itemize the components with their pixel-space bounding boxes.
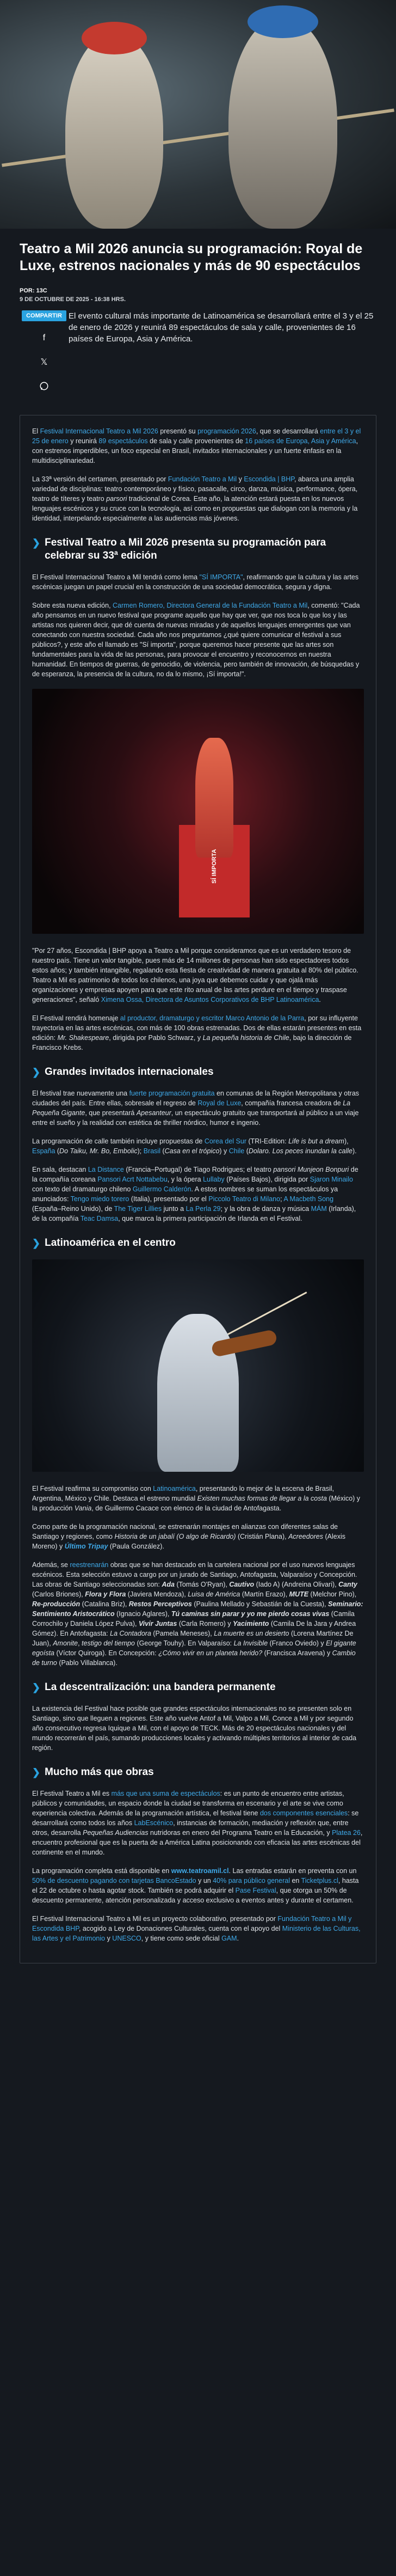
text: (Ignacio Aglares), (114, 1610, 171, 1618)
text: (Paulina Mellado y Sebastián de la Cuesta), (191, 1600, 328, 1608)
text: (Catalina Briz), (80, 1600, 129, 1608)
highlight: UNESCO (112, 1935, 141, 1942)
highlight: Royal de Luxe (197, 1099, 242, 1107)
text: Cautivo (229, 1581, 255, 1588)
text: El gigante egoísta (32, 1639, 356, 1657)
text: , presentando lo mejor de la escena de Brasil, Argentina, México y Chile. Destaca el estreno mundial (32, 1485, 335, 1502)
text: Existen muchas formas de llegar a la costa (197, 1495, 327, 1502)
article-meta (20, 286, 376, 304)
text: , y la ópera (167, 1176, 203, 1183)
podium-sign: SÍ IMPORTA (211, 849, 218, 884)
section-title: Grandes invitados internacionales (45, 1066, 214, 1078)
paragraph-6 (32, 1013, 364, 1053)
text: (George Touhy). En Valparaíso: (135, 1639, 234, 1647)
text: Sobre esta nueva edición, (32, 602, 113, 609)
text: , que otorga un 50% de descuento permanente, atención personalizada y acceso exclusivo a eventos antes y durante el certamen. (32, 1887, 354, 1904)
text: El Festival rendirá homenaje (32, 1014, 120, 1022)
chevron-right-icon: ❯ (32, 1067, 41, 1078)
highlight: programación 2026 (197, 427, 256, 435)
text: . (237, 1935, 239, 1942)
highlight: Pansori Acrt Nottabebu (97, 1176, 168, 1183)
text: "Por 27 años, Escondida | BHP apoya a Teatro a Mil porque consideramos que es un verdadero tesoro de nuestro país. Tiene un valor tangible, pues más de 14 millones de personas han sido espectadores todos estos años; y también intangible, regalando esta fiesta de creatividad de manera gratuita al 80% del público. Teatro a Mil es patrimonio de todos los chilenos, una joya que debemos cuidar y que ojalá más organizaciones y empresas apoyen para que este rito anual de las artes perdure en el tiempo y traspase generaciones", señaló (32, 947, 358, 1004)
article-date: 9 DE OCTUBRE DE 2025 - 16:38 HRS. (20, 296, 126, 303)
paragraph-10 (32, 1484, 364, 1513)
text: El Festival Teatro a Mil es (32, 1790, 112, 1797)
text: Además, se (32, 1561, 70, 1569)
highlight: GAM (221, 1935, 237, 1942)
violinist-photo (32, 1259, 364, 1472)
text: , dirigida por Pablo Schwarz, y (109, 1034, 203, 1042)
text: (Alexis Moreno) y (32, 1533, 345, 1550)
highlight: Corea del Sur (204, 1137, 246, 1145)
text: presentó su (158, 427, 198, 435)
text: El Festival Internacional Teatro a Mil es un proyecto colaborativo, presentado por (32, 1915, 278, 1923)
paragraph-15 (32, 1866, 364, 1905)
paragraph-14 (32, 1789, 364, 1857)
highlight: España (32, 1147, 55, 1155)
text: , (78, 1639, 82, 1647)
text: Canty (338, 1581, 357, 1588)
text: El festival trae nuevamente una (32, 1090, 129, 1097)
text: ). (352, 1147, 357, 1155)
text: (TRI-Edition: (246, 1137, 289, 1145)
hero-image (0, 0, 396, 229)
text: . Las entradas estarán en preventa con un (228, 1867, 357, 1875)
text: , compañía francesa creadora de (241, 1099, 343, 1107)
highlight: 16 países de Europa, Asia y América (245, 437, 356, 445)
highlight: más que una suma de espectáculos (111, 1790, 220, 1797)
fundacion-link[interactable]: Fundación Teatro a Mil (168, 475, 237, 483)
text: nutridoras en enero del Programa Teatro en la Educación, y (148, 1829, 332, 1837)
text: (Javiera Mendoza), (126, 1590, 188, 1598)
text: El (32, 427, 40, 435)
facebook-icon[interactable]: f (42, 333, 46, 342)
text: Pequeñas Audiencias (83, 1829, 148, 1837)
text: y (237, 475, 244, 483)
paragraph-11 (32, 1522, 364, 1551)
conference-photo (32, 689, 364, 934)
text: Yacimiento (233, 1620, 269, 1627)
text: ( (55, 1147, 60, 1155)
highlight: Ximena Ossa, Directora de Asuntos Corporativos de BHP Latinoamérica (101, 996, 319, 1004)
highlight: "SÍ IMPORTA" (199, 573, 243, 581)
section-heading-3 (32, 1237, 364, 1250)
text: ), (344, 1137, 349, 1145)
text: , encuentro profesional que es la puerta de a América Latina posicionando con eficacia las artes escénicas del continente en el mundo. (32, 1829, 363, 1856)
website-link[interactable]: www.teatroamil.cl (171, 1867, 229, 1875)
section-title: Festival Teatro a Mil 2026 presenta su programación para celebrar su 33ª edición (45, 537, 326, 561)
text: Cambio de turno (32, 1649, 356, 1667)
paragraph-13 (32, 1704, 364, 1753)
text: ; y la obra de danza y música (220, 1205, 311, 1213)
text: con texto del dramaturgo chileno (32, 1185, 133, 1193)
text: ( (160, 1147, 165, 1155)
text: Do Taiku, Mr. Bo, Embolic (59, 1147, 138, 1155)
text: ( (244, 1147, 249, 1155)
text: La programación de calle también incluye propuestas de (32, 1137, 205, 1145)
text: (Francia–Portugal) de Tiago Rodrigues; el teatro (123, 1166, 274, 1173)
text: Restos Perceptivos (128, 1600, 192, 1608)
text: Apesanteur (136, 1109, 171, 1117)
text: , que presentará (85, 1109, 137, 1117)
text: (Melchor Pino), (308, 1590, 357, 1598)
text: ) y (219, 1147, 229, 1155)
article-lead: El evento cultural más importante de Latinoamérica se desarrollará entre el 3 y el 25 de enero de 2026 y reunirá 89 espectáculos de sala y calle, provenientes de 16 países de Europa, Asia y América. (69, 311, 374, 344)
text: , que se desarrollará (256, 427, 320, 435)
highlight: Brasil (143, 1147, 160, 1155)
text: El Festival reafirma su compromiso con (32, 1485, 153, 1492)
highlight: The Tiger Lillies (114, 1205, 162, 1213)
text: , con estrenos imperdibles, un foco especial en Brasil, invitados internacionales y un fuerte énfasis en la multidisciplinariedad. (32, 437, 358, 464)
text: Amonite (53, 1639, 78, 1647)
text: Ada (162, 1581, 175, 1588)
highlight: Fundación Teatro a Mil y Escondida BHP (32, 1915, 352, 1932)
text: Munjeon Bonpuri (297, 1166, 349, 1173)
article-body (20, 415, 376, 1963)
highlight: Piccolo Teatro di Milano (208, 1195, 281, 1203)
highlight: Tengo miedo torero (70, 1195, 129, 1203)
highlight: Chile (228, 1147, 245, 1155)
share-column (20, 310, 69, 393)
text: (Tomás O'Ryan), (174, 1581, 230, 1588)
text: (Martín Erazo), (240, 1590, 289, 1598)
text: (Carlos Briones), (32, 1590, 85, 1598)
text: , acogido a Ley de Donaciones Culturales, cuenta con el apoyo del (78, 1925, 282, 1932)
highlight: entre el 3 y el 25 de enero (32, 427, 361, 445)
text: (Pablo Villablanca). (57, 1659, 117, 1667)
text: La Pequeña Gigante (32, 1099, 351, 1117)
text: (Franco Oviedo) y (268, 1639, 326, 1647)
highlight: Ministerio de las Culturas, las Artes y el Patrimonio (32, 1925, 361, 1942)
paragraph-3 (32, 572, 364, 592)
paragraph-12 (32, 1560, 364, 1668)
section-heading-4 (32, 1681, 364, 1694)
text: de la compañía coreana (32, 1166, 358, 1183)
text: (Lorena Martínez De Juan), (32, 1630, 354, 1647)
text: Dolaro. Los peces inundan la calle (248, 1147, 353, 1155)
article-author: POR: 13C (20, 287, 47, 294)
whatsapp-icon[interactable] (37, 379, 51, 393)
text: Seminario: Sentimiento Aristocrático (32, 1600, 363, 1618)
text: Casa en el trópico (164, 1147, 220, 1155)
chevron-right-icon: ❯ (32, 1238, 41, 1249)
text: en comunas de la Región Metropolitana y otras ciudades del país. Entre ellas, sobresale el regreso de (32, 1090, 360, 1107)
highlight: al productor, dramaturgo y escritor Marco Antonio de la Parra (120, 1014, 305, 1022)
text: ); (137, 1147, 144, 1155)
text: ¿Cómo vivir en un planeta herido? (158, 1649, 263, 1657)
paragraph-8 (32, 1136, 364, 1156)
text: , que marca la primera participación de Irlanda en el Festival. (118, 1215, 302, 1222)
highlight: La Distance (88, 1166, 124, 1173)
text: MUTE (289, 1590, 309, 1598)
text: Vania (74, 1504, 92, 1512)
text: : se desarrollará como todos los años (32, 1809, 359, 1827)
text: , por su influyente trayectoria en las artes escénicas, con más de 100 obras estrenadas. Dos de ellas estarán presentes en esta edición: (32, 1014, 362, 1042)
highlight: Pase Festival (235, 1887, 276, 1894)
text: (Camila Corrochilo y Daniela López Pulva), (32, 1610, 355, 1627)
ticketplus-link[interactable]: Ticketplus.cl (301, 1877, 338, 1884)
highlight: reestrenarán (70, 1561, 109, 1569)
highlight: Sjaron Minailo (310, 1176, 353, 1183)
chevron-right-icon: ❯ (32, 537, 41, 548)
chevron-right-icon: ❯ (32, 1682, 41, 1693)
highlight: MÁM (311, 1205, 327, 1213)
text: , y tiene como sede oficial (141, 1935, 222, 1942)
highlight: dos componentes esenciales (259, 1809, 348, 1817)
text: Luisa de América (188, 1590, 240, 1598)
text: Life is but a dream (288, 1137, 344, 1145)
text: junto a (162, 1205, 186, 1213)
text: Flora y Flora (85, 1590, 126, 1598)
text: (México) y la producción (32, 1495, 361, 1512)
text: testigo del tiempo (82, 1639, 135, 1647)
text: La 33ª versión del certamen, presentado por (32, 475, 168, 483)
highlight: Lullaby (203, 1176, 225, 1183)
text: Re-producción (32, 1600, 81, 1608)
highlight: fuerte programación gratuita (129, 1090, 215, 1097)
highlight: 89 espectáculos (98, 437, 148, 445)
text: Tú caminas sin parar y yo me pierdo cosas vivas (171, 1610, 330, 1618)
highlight: La Perla 29 (185, 1205, 221, 1213)
text: y reunirá (68, 437, 99, 445)
text: Historia de un jabalí (O algo de Ricardo) (114, 1533, 236, 1540)
x-icon[interactable]: 𝕏 (40, 358, 48, 367)
text: ; (280, 1195, 284, 1203)
text: La Invisible (233, 1639, 268, 1647)
text: y un (196, 1877, 213, 1884)
text: , abarca una amplia variedad de disciplinas: teatro contemporáneo y físico, pasacalle, circo, danza, música, performance, ópera, teatro de títeres y teatro (32, 475, 358, 503)
text: . (319, 996, 321, 1004)
photo-violinist (157, 1314, 239, 1472)
share-button[interactable]: COMPARTIR (22, 310, 66, 321)
section-heading-2 (32, 1066, 364, 1079)
paragraph-16 (32, 1914, 364, 1943)
hero-hat-left (82, 22, 147, 54)
text: , comentó: "Cada año pensamos en un nuevo festival que programe aquello que hay que ver, que nos toca lo que los y las artistas nos quieren decir, que dé cuenta de nuevas miradas y de aquellos lenguajes emergentes que van conectando con nuestra sociedad. Cada año nos preguntamos ¿qué quiere comunicar el festival a sus públicos?, y este año el llamado es "Sí importa", porque queremos hacer presente que las artes son fundamentales para la vida de las personas, para provocar el encuentro y reconocernos en nuestra humanidad. En tiempos de guerras, de genocidio, de violencia, pero también de innovación, de búsquedas y de esperanza, la presencia de la cultura, no da lo mismo, ¡Sí importa!". (32, 602, 360, 678)
paragraph-2 (32, 474, 364, 523)
text: , de Guillermo Cacace con elenco de la ciudad de Antofagasta. (91, 1504, 282, 1512)
article-title: Teatro a Mil 2026 anuncia su programación: Royal de Luxe, estrenos nacionales y más de 90 espectáculos (20, 241, 363, 273)
highlight: Guillermo Calderón (132, 1185, 191, 1193)
text: Como parte de la programación nacional, se estrenarán montajes en alianzas con diferentes salas de Santiago y regiones, como (32, 1523, 338, 1540)
text: Vivir Juntas (138, 1620, 177, 1627)
text: : es un punto de encuentro entre artistas, públicos y comunidades, un espacio donde la ciudad se transforma en escenario y el arte se vive como experiencia colectiva. Además de la programación artística, el festival tiene (32, 1790, 344, 1817)
text: (Iado A) (Andreina Olivari), (254, 1581, 339, 1588)
highlight: Latinoamérica (153, 1485, 196, 1492)
text: La Contadora (110, 1630, 151, 1637)
highlight: Último Tripay (64, 1543, 108, 1550)
text: (Cristián Plana), (236, 1533, 289, 1540)
text: , bajo la dirección de Francisco Krebs. (32, 1034, 352, 1051)
text: tradicional de Corea. Este año, la atención estará puesta en los nuevos lenguajes escénicos y su cruce con la tecnología, así como en propuestas que dialogan con la memoria y la identidad, interpelando especialmente a las audiencias más jóvenes. (32, 495, 358, 522)
paragraph-4 (32, 601, 364, 679)
text: , instancias de formación, mediación y reflexión que, entre otros, desarrolla (32, 1819, 349, 1837)
text: y (105, 1935, 113, 1942)
hero-hat-right (247, 5, 318, 38)
article-content (0, 241, 396, 1963)
paragraph-5 (32, 946, 364, 1005)
text: parsori (106, 495, 127, 503)
text: El Festival Internacional Teatro a Mil tendrá como lema (32, 573, 200, 581)
text: La pequeña historia de Chile (202, 1034, 289, 1042)
highlight: Teac Damsa (80, 1215, 119, 1222)
text: . A estos nombres se suman los espectáculos ya anunciados: (32, 1185, 338, 1203)
text: (Carla Romero) y (177, 1620, 233, 1627)
highlight: A Macbeth Song (283, 1195, 334, 1203)
section-title: La descentralización: una bandera permanente (45, 1681, 276, 1693)
hero-figure-right (228, 16, 337, 229)
festival-link[interactable]: Festival Internacional Teatro a Mil 2026 (40, 427, 158, 435)
text: de sala y calle provenientes de (147, 437, 245, 445)
section-heading-1 (32, 536, 364, 562)
paragraph-1 (32, 426, 364, 466)
chevron-right-icon: ❯ (32, 1767, 41, 1778)
text: (Irlanda), de la compañía (32, 1205, 356, 1222)
text: (Pamela Meneses), (151, 1630, 214, 1637)
text: En sala, destacan (32, 1166, 88, 1173)
section-heading-5 (32, 1766, 364, 1779)
text: (Paula González). (108, 1543, 164, 1550)
text: Mr. Shakespeare (57, 1034, 109, 1042)
share-lead-row (20, 310, 376, 393)
hero-figure-left (65, 33, 163, 229)
paragraph-7 (32, 1088, 364, 1128)
paragraph-9 (32, 1165, 364, 1223)
text: Acreedores (288, 1533, 324, 1540)
text: (Países Bajos), dirigida por (224, 1176, 310, 1183)
text: (Víctor Quiroga). En Concepción: (54, 1649, 159, 1657)
text: (España–Reino Unido), de (32, 1205, 114, 1213)
text: pansori (273, 1166, 296, 1173)
text: (Francisca Aravena) y (262, 1649, 332, 1657)
text: en (289, 1877, 301, 1884)
text: La programación completa está disponible en (32, 1867, 171, 1875)
escondida-link[interactable]: Escondida | BHP (244, 475, 295, 483)
text: , hasta el 22 de octubre o hasta agotar stock. También se podrá adquirir el (32, 1877, 359, 1894)
text: (Camila De la Jara y Andrea Gómez). En Antofagasta: (32, 1620, 356, 1637)
text: obras que se han destacado en la cartelera nacional por el uso nuevos lenguajes escénicos. Esta selección estuvo a cargo por un jurado de Santiago, Antofagasta, Valparaíso y Concepción. Las obras de Santiago seleccionadas son: (32, 1561, 357, 1588)
highlight: Platea 26 (332, 1829, 361, 1837)
text: , reafirmando que la cultura y las artes escénicas juegan un papel crucial en la construcción de una sociedad democrática, segura y digna. (32, 573, 359, 591)
text: La existencia del Festival hace posible que grandes espectáculos internacionales no se presenten solo en Santiago, sino que lleguen a regiones. Este año vuelve Antof a Mil, Valpo a Mil, Conce a Mil y por segundo año consecutivo regresa Iquique a Mil, con el apoyo de TECK. Más de 20 espectáculos nacionales y del mundo recorrerán el país, sumando producciones locales y activando múltiples territorios al interior de cada región. (32, 1705, 357, 1752)
text: (Italia), presentado por el (129, 1195, 209, 1203)
text: La muerte es un desierto (214, 1630, 289, 1637)
highlight: 40% para público general (213, 1877, 290, 1884)
text: , un espectáculo gratuito que transportará al público a un viaje entre el sueño y la realidad con estética de thriller nórdico, humor e ingenio. (32, 1109, 359, 1127)
section-title: Mucho más que obras (45, 1766, 154, 1778)
highlight: Carmen Romero, Directora General de la Fundación Teatro a Mil (113, 602, 308, 609)
highlight: LabEscénico (134, 1819, 174, 1827)
highlight: 50% de descuento pagando con tarjetas BancoEstado (32, 1877, 196, 1884)
section-title: Latinoamérica en el centro (45, 1237, 176, 1249)
